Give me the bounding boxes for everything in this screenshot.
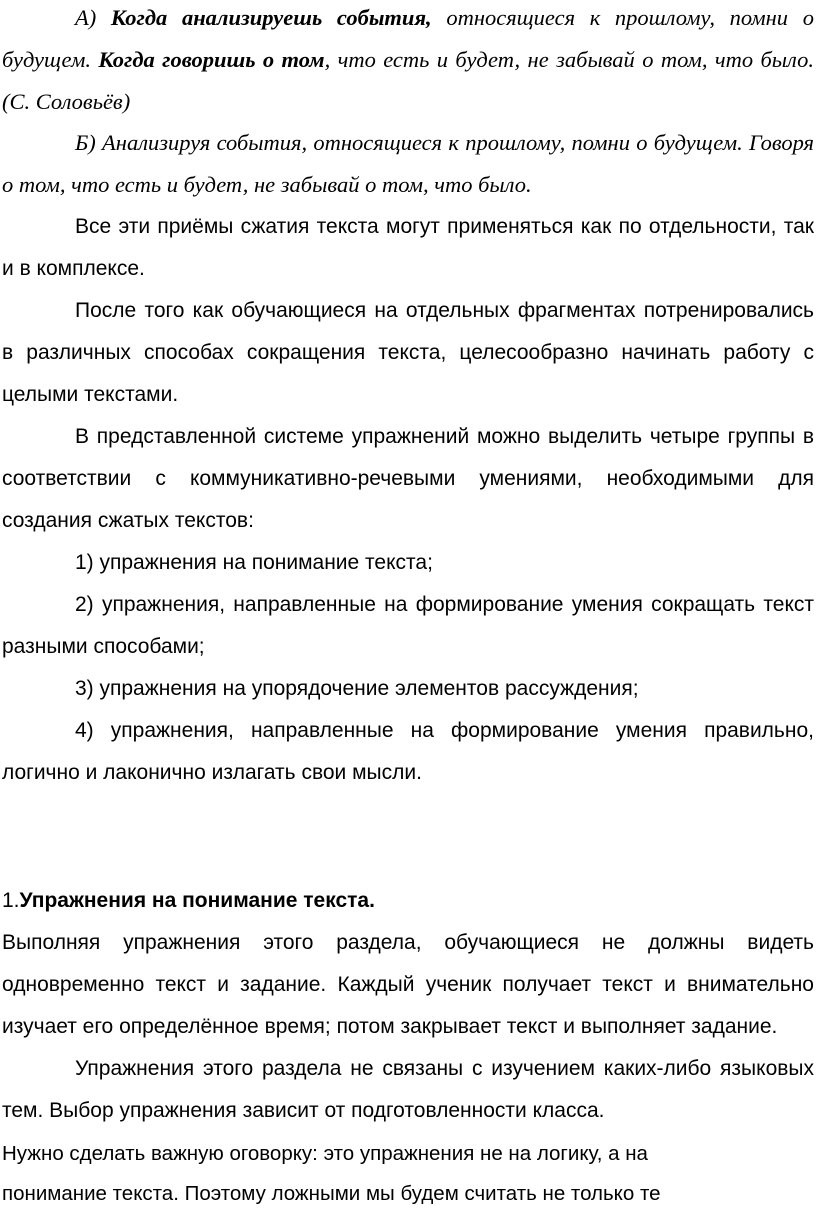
paragraph-exercise-groups: В представленной системе упражнений можно выделить четыре группы в соответствии с коммуникативно-речевыми умениями, необходимыми для создания сжатых текстов: [2,425,814,532]
section-heading-text: Упражнения на понимание текста. [19,889,375,912]
example-a-bold-2: Когда говоришь о том [98,47,325,72]
paragraph-whole-texts: После того как обучающиеся на отдельных фрагментах потренировались в различных способах сокращения текста, целесообразно начинать работу с целыми текстами. [2,299,814,406]
paragraph-important-note: Нужно сделать важную оговорку: это упражнения не на логику, а на понимание текста. Поэтому ложными мы будем считать не только те [2,1142,661,1205]
paragraph-exercise-instructions: Выполняя упражнения этого раздела, обучающиеся не должны видеть одновременно текст и задание. Каждый ученик получает текст и внимательно изучает его определённое время; потом закрывает текст и выполняет задание. [2,931,814,1038]
paragraph-exercise-independence: Упражнения этого раздела не связаны с изучением каких-либо языковых тем. Выбор упражнения зависит от подготовленности класса. [2,1057,814,1122]
example-a-prefix: А) [75,5,111,30]
list-item-3: 3) упражнения на упорядочение элементов рассуждения; [75,677,639,700]
list-item-2: 2) упражнения, направленные на формирование умения сокращать текст разными способами; [2,593,814,658]
example-a-end: , что есть и будет, не забывай о том, что было. (С. Соловьёв) [2,47,815,114]
section-heading-number: 1. [2,889,20,912]
example-b-paragraph: Б) Анализируя события, относящиеся к прошлому, помни о будущем. Говоря о том, что есть и будет, не забывай о том, что было. [2,130,814,197]
example-a-bold-1: Когда анализируешь события, [110,5,432,30]
list-item-4: 4) упражнения, направленные на формирование умения правильно, логично и лаконично излагать свои мысли. [2,719,814,784]
list-item-1: 1) упражнения на понимание текста; [75,551,433,574]
section-heading [2,880,814,922]
example-a-paragraph [2,0,814,123]
example-a-mid: относящиеся к прошлому, помни о будущем. [2,5,814,72]
paragraph-compression-techniques: Все эти приёмы сжатия текста могут применяться как по отдельности, так и в комплексе. [2,215,814,280]
